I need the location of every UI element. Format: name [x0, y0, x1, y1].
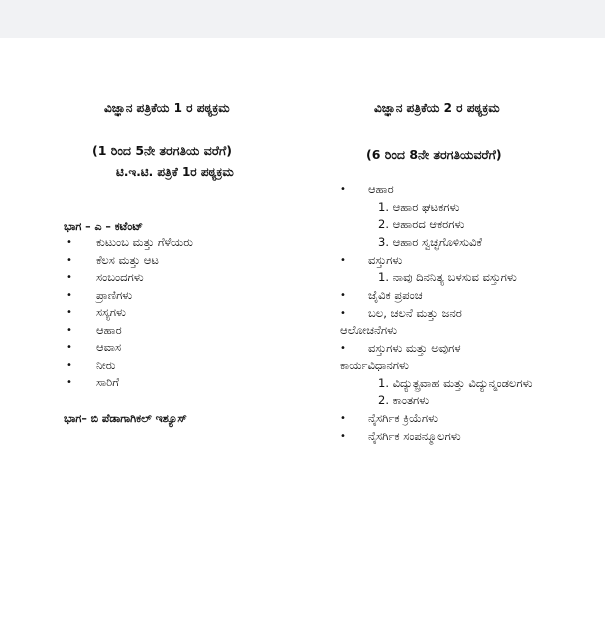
paper-1-grade-range: (1 ರಿಂದ 5ನೇ ತರಗತಿಯ ವರೆಗೆ): [92, 143, 232, 158]
paper-1-subtitle: ಟಿ.ಇ.ಟಿ. ಪತ್ರಿಕೆ 1ರ ಪಠ್ಯಕ್ರಮ: [116, 165, 234, 179]
bullet-icon: •: [66, 359, 72, 371]
bullet-icon: •: [66, 377, 72, 388]
bullet-icon: •: [66, 307, 72, 318]
bullet-icon: •: [340, 431, 346, 442]
syllabus-document: ವಿಜ್ಞಾನ ಪತ್ರಿಕೆಯ 1 ರ ಪಠ್ಯಕ್ರಮ (1 ರಿಂದ 5ನೇ ತರಗತಿಯ ವರೆಗೆ) ಟಿ.ಇ.ಟಿ. ಪತ್ರಿಕೆ 1ರ ಪಠ್ಯಕ್ರಮ ಭಾಗ – ಎ – ಕಟೆಂಟ್ • ಕುಟುಂಬ ಮತ್ತು ಗೆಳೆಯರು • ಕೆಲಸ ಮತ್ತು ಆಟ • ಸಂಬಂದಗಳು • ಪ್ರಾಣಿಗಳು • ಸಸ್ಯಗಳು • ಆಹಾರ • ಆವಾಸ • ನೀರು • ಸಾರಿಗೆ ಭಾಗ– ಬಿ ಪೆಡಾಗಾಗಿಕಲ್ ಇಶ್ಯೂಸ್ ವಿಜ್ಞಾನ ಪತ್ರಿಕೆಯ 2 ರ ಪಠ್ಯಕ್ರಮ (6 ರಿಂದ 8ನೇ ತರಗತಿಯವರೆಗೆ) • ಆಹಾರ 1. ಆಹಾರ ಘಟಕಗಳು 2. ಆಹಾರದ ಆಕರಗಳು 3. ಆಹಾರ ಸ್ವಚ್ಛಗೊಳಿಸುವಿಕೆ • ವಸ್ತುಗಳು 1. ನಾವು ದಿನನಿತ್ಯ ಬಳಸುವ ವಸ್ತುಗಳು • ಜೈವಿಕ ಪ್ರಪಂಚ • ಬಲ, ಚಲನೆ ಮತ್ತು ಜನರ ಆಲೋಚನೆಗಳು • ವಸ್ತುಗಳು ಮತ್ತು ಅವುಗಳ ಕಾರ್ಯವಿಧಾನಗಳು 1. ವಿದ್ಯುತ್ಪ್ರವಾಹ ಮತ್ತು ವಿದ್ಯುನ್ಮಂಡಲಗಳು 2. ಕಾಂತಗಳು • ನೈಸರ್ಗಿಕ ಕ್ರಿಯೆಗಳು • ನೈಸರ್ಗಿಕ ಸಂಪನ್ಮೂಲಗಳು: [0, 38, 605, 640]
browser-toolbar: [0, 0, 605, 39]
bullet-icon: •: [340, 290, 346, 301]
bullet-icon: •: [66, 342, 72, 353]
bullet-icon: •: [66, 324, 72, 336]
bullet-icon: •: [66, 237, 72, 248]
bullet-icon: •: [66, 272, 72, 283]
bullet-icon: •: [66, 289, 72, 301]
paper-2-title: ವಿಜ್ಞಾನ ಪತ್ರಿಕೆಯ 2 ರ ಪಠ್ಯಕ್ರಮ: [374, 101, 500, 115]
section-b-heading: ಭಾಗ– ಬಿ ಪೆಡಾಗಾಗಿಕಲ್ ಇಶ್ಯೂಸ್: [64, 412, 187, 425]
paper-1-title: ವಿಜ್ಞಾನ ಪತ್ರಿಕೆಯ 1 ರ ಪಠ್ಯಕ್ರಮ: [104, 101, 230, 115]
bullet-icon: •: [66, 254, 72, 266]
bullet-icon: •: [340, 184, 346, 195]
paper-2-grade-range: (6 ರಿಂದ 8ನೇ ತರಗತಿಯವರೆಗೆ): [366, 147, 502, 162]
section-a-heading: ಭಾಗ – ಎ – ಕಟೆಂಟ್: [64, 220, 143, 233]
bullet-icon: •: [340, 413, 346, 424]
bullet-icon: •: [340, 308, 346, 319]
bullet-icon: •: [340, 255, 346, 266]
bullet-icon: •: [340, 343, 346, 354]
